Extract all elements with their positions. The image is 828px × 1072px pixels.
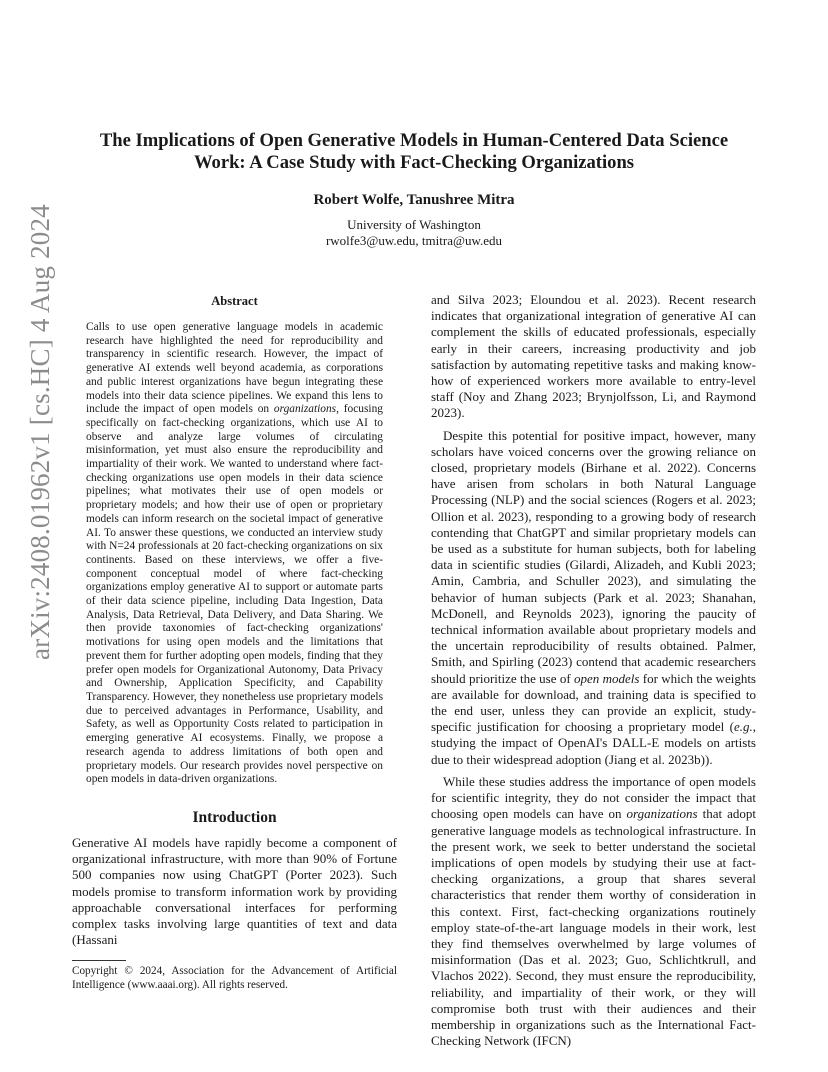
affiliation: University of Washington — [347, 217, 481, 232]
paper-title — [72, 130, 756, 174]
copyright-footnote: Copyright © 2024, Association for the Advancement of Artificial Intelligence (www.aaai.org). All rights reserved. — [72, 965, 397, 991]
p2-emphasis-eg: e.g. — [733, 719, 753, 735]
abstract-text — [86, 321, 383, 787]
authors: Robert Wolfe, Tanushree Mitra — [313, 192, 515, 208]
abstract-part-2: , focusing specifically on fact-checking organizations, which use AI to observe and analyze large volumes of circulating misinformation, yet must also ensure the reproducibility and impartiality of their work. We wanted to understand where fact-checking organizations use open models in their data science pipelines; what motivates their use of open models or proprietary models; and how their use of open or proprietary models can inform research on the societal impact of generative AI. To answer these questions, we conducted an interview study with N=24 professionals at 20 fact-checking organizations on six continents. Based on these interviews, we offer a five-component conceptual model of where fact-checking organizations employ generative AI to support or automate parts of their data science pipeline, including Data Ingestion, Data Analysis, Data Retrieval, Data Delivery, and Data Sharing. We then provide taxonomies of fact-checking organizations' motivations for using open models and the limitations that prevent them for further adopting open models, finding that they prefer open models for Organizational Autonomy, Data Privacy and Ownership, Application Specificity, and Capability Transparency. However, they nonetheless use proprietary models due to perceived advantages in Performance, Usability, and Safety, as well as Opportunity Costs related to participation in emerging generative AI ecosystems. Finally, we propose a research agenda to address limitations of both open and proprietary models. Our research provides novel perspective on open models in data-driven organizations. — [86, 403, 383, 786]
abstract-emphasis: organizations — [273, 403, 337, 416]
abstract-part-1: Calls to use open generative language models in academic research have highlighted the need for reproducibility and transparency in scientific research. However, the impact of generative AI extends well beyond academia, as corporations and public interest organizations have begun integrating these models into their data science pipelines. We expand this lens to include the impact of open models on — [86, 321, 383, 416]
p2-part-c: , studying the impact of OpenAI's DALL-E models on artists due to their widespread adoption (Jiang et al. 2023b)). — [431, 719, 756, 767]
author-emails: rwolfe3@uw.edu, tmitra@uw.edu — [325, 233, 503, 248]
p3-part-a: While these studies address the importance of open models for scientific integrity, they do not consider the impact that choosing open models can have on — [431, 773, 756, 822]
introduction-heading: Introduction — [192, 808, 277, 826]
title-line-1: The Implications of Open Generative Models in Human-Centered Data Science — [99, 130, 729, 151]
p2-part-b: for which the weights are available for download, and training data is specified to the end user, unless they can provide an explicit, study-specific justification for choosing a proprietary model ( — [431, 670, 756, 735]
p2-part-a: Despite this potential for positive impact, however, many scholars have voiced concerns over the growing reliance on closed, proprietary models (Birhane et al. 2022). Concerns have arisen from scholars in both Natural Language Processing (NLP) and the social sciences (Rogers et al. 2023; Ollion et al. 2023), responding to a growing body of research contending that ChatGPT and similar proprietary models can be used as a substitute for human subjects, both for labeling data in scientific studies (Gilardi, Alizadeh, and Kubli 2023; Amin, Cambria, and Schuller 2023), and simulating the behavior of human subjects (Park et al. 2023; Shanahan, McDonell, and Reynolds 2023), ignoring the paucity of technical information available about proprietary models and the uncertain reproducibility of results obtained. Palmer, Smith, and Spirling (2023) contend that academic researchers should prioritize the use of — [431, 427, 756, 686]
left-column — [72, 292, 397, 992]
abstract-heading: Abstract — [211, 294, 258, 308]
affiliation-block — [72, 217, 756, 249]
intro-paragraph-2 — [431, 428, 756, 768]
intro-paragraph-3 — [431, 774, 756, 1049]
footnote-rule — [72, 960, 126, 961]
intro-paragraph-1: Generative AI models have rapidly become a component of organizational infrastructure, with more than 90% of Fortune 500 companies now using ChatGPT (Porter 2023). Such models promise to transform information work by providing approachable conversational interfaces for performing complex tasks involving large quantities of text and data (Hassani — [72, 834, 397, 948]
p3-emphasis-organizations: organizations — [626, 806, 698, 822]
intro-paragraph-1-continued: and Silva 2023; Eloundou et al. 2023). Recent research indicates that organizational integration of generative AI can complement the skills of educated professionals, especially early in their careers, increasing productivity and job satisfaction by automating repetitive tasks and making know-how of experienced workers more available to entry-level staff (Noy and Zhang 2023; Brynjolfsson, Li, and Raymond 2023). — [431, 292, 756, 421]
title-line-2: Work: A Case Study with Fact-Checking Organizations — [193, 152, 635, 173]
right-column — [431, 292, 756, 1049]
p3-part-b: that adopt generative language models as technological infrastructure. In the present work, we seek to better understand the societal implications of open models by studying their use at fact-checking organizations, a group that shares several characteristics that render them worthy of consideration in this context. First, fact-checking organizations routinely employ state-of-the-art language models in their work, lest they find themselves overwhelmed by large volumes of misinformation (Das et al. 2023; Guo, Schlichtkrull, and Vlachos 2022). Second, they must ensure the reproducibility, reliability, and impartiality of their work, or they will compromise both trust with their audiences and their membership in organizations such as the International Fact-Checking Network (IFCN) — [431, 806, 756, 1049]
arxiv-identifier: arXiv:2408.01962v1 [cs.HC] 4 Aug 2024 — [25, 204, 55, 660]
p2-emphasis-open-models: open models — [574, 670, 640, 686]
